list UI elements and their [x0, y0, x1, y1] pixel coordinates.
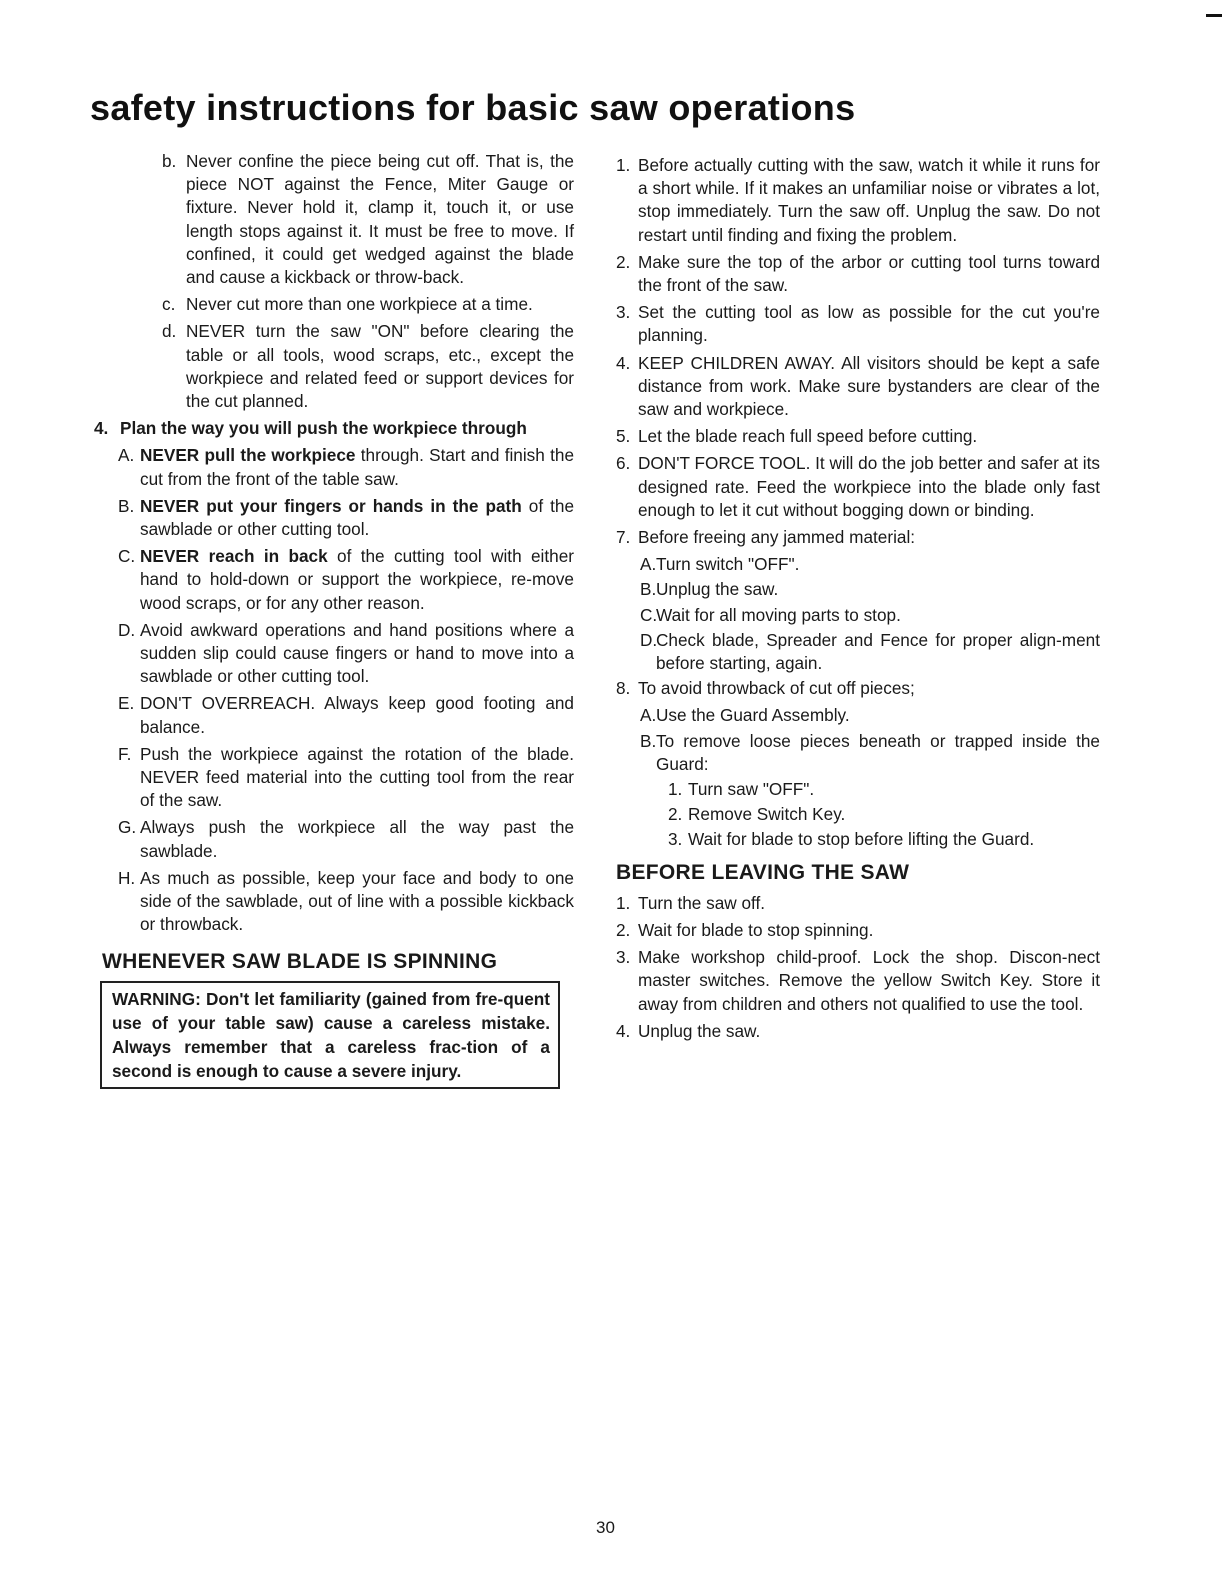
item-text: Make sure the top of the arbor or cutting tool turns toward the front of the saw. [638, 251, 1100, 296]
item-text: Unplug the saw. [656, 579, 779, 600]
item-text: Wait for blade to stop before lifting the Guard. [688, 829, 1035, 850]
list-item [616, 251, 1100, 297]
list-subitem [616, 553, 1100, 576]
item-label: A. [118, 445, 135, 466]
item-label: B. [118, 495, 135, 516]
item-label: A. [640, 554, 657, 575]
item-text [140, 545, 574, 615]
item-text: Before actually cutting with the saw, watch it while it runs for a short while. If it makes an unfamiliar noise or vibrates a lot, stop immediately. Turn the saw off. Unplug the saw. Do not restart until finding and fixing the problem. [638, 155, 1100, 245]
list-item [94, 692, 574, 738]
list-step [616, 803, 1100, 826]
list-item [94, 150, 574, 289]
list-subitem [616, 578, 1100, 601]
list-item [94, 320, 574, 413]
item-text: Set the cutting tool as low as possible for the cut you're planning. [638, 302, 1100, 346]
section-heading-spinning: WHENEVER SAW BLADE IS SPINNING [102, 949, 498, 973]
item-label: c. [162, 294, 176, 315]
item-text: Wait for blade to stop spinning. [638, 919, 874, 940]
item-text: As much as possible, keep your face and body to one side of the sawblade, out of line with a possible kickback or throwback. [140, 867, 574, 935]
list-item [94, 816, 574, 862]
item-bold-text: NEVER pull the workpiece [140, 445, 356, 466]
item-label: B. [640, 579, 657, 600]
item-text: Turn saw "OFF". [688, 779, 815, 800]
list-item [94, 619, 574, 689]
section-heading-leaving: BEFORE LEAVING THE SAW [616, 860, 910, 884]
list-item [94, 867, 574, 937]
list-subitem [616, 704, 1100, 727]
list-item [94, 293, 574, 316]
scan-mark [1206, 14, 1222, 17]
list-item [616, 452, 1100, 522]
item-label: 3. [616, 947, 631, 968]
item-label: 7. [616, 527, 631, 548]
item-text: Plan the way you will push the workpiece through [120, 418, 527, 439]
item-label: C. [118, 546, 136, 567]
item-text: KEEP CHILDREN AWAY. All visitors should be kept a safe distance from work. Make sure bystanders are clear of the saw and workpiece. [638, 352, 1100, 420]
list-item [94, 743, 574, 813]
item-text: Turn the saw off. [638, 892, 766, 913]
item-text: DON'T FORCE TOOL. It will do the job better and safer at its designed rate. Feed the workpiece into the blade only fast enough to let it cut without bogging down or binding. [638, 453, 1100, 520]
list-subitem [616, 730, 1100, 776]
item-label: d. [162, 321, 177, 342]
page-title: safety instructions for basic saw operations [90, 87, 856, 128]
item-label: G. [118, 817, 137, 838]
item-label: 1. [616, 155, 631, 175]
list-item [616, 1020, 1100, 1043]
item-label: 1. [616, 892, 631, 913]
list-item-heading [94, 417, 574, 440]
item-label: 4. [616, 1020, 631, 1041]
list-item [616, 425, 1100, 448]
item-plain-text: through. Start and finish the cut from the front of the table saw. [140, 445, 574, 489]
item-label: 4. [94, 418, 109, 439]
item-label: A. [640, 705, 657, 726]
warning-box: WARNING: Don't let familiarity (gained from fre-quent use of your table saw) cause a careless mistake. Always remember that a careless frac-tion of a second is enough to cause a severe injury. [100, 981, 560, 1089]
item-label: 1. [668, 779, 683, 800]
item-text: To remove loose pieces beneath or trapped inside the Guard: [656, 730, 1100, 774]
item-label: C. [640, 604, 658, 625]
item-text [140, 444, 574, 490]
item-text: Never confine the piece being cut off. That is, the piece NOT against the Fence, Miter Gauge or fixture. Never hold it, clamp it, touch it, or use length stops against it. It must be free to move. If confined, it could get wedged against the blade and cause a kickback or throw-back. [186, 151, 574, 288]
item-bold-text: NEVER put your fingers or hands in the path [140, 495, 522, 516]
right-column [616, 154, 1100, 1047]
item-label: 5. [616, 426, 631, 447]
item-text: To avoid throwback of cut off pieces; [638, 678, 915, 699]
item-label: b. [162, 151, 177, 171]
item-label: 2. [616, 251, 631, 272]
item-label: E. [118, 693, 135, 714]
item-label: D. [640, 629, 658, 650]
list-item [616, 154, 1100, 247]
item-text: Before freeing any jammed material: [638, 527, 916, 548]
list-item [616, 352, 1100, 422]
item-text: Make workshop child-proof. Lock the shop. Discon-nect master switches. Remove the yellow Switch Key. Store it away from children and others not qualified to use the tool. [638, 947, 1100, 1014]
item-text: Let the blade reach full speed before cutting. [638, 426, 978, 447]
list-item [94, 444, 574, 490]
item-text [140, 495, 574, 541]
item-label: 3. [668, 829, 683, 850]
item-text: Always push the workpiece all the way past the sawblade. [140, 817, 574, 861]
list-item [616, 301, 1100, 347]
item-text: Avoid awkward operations and hand positions where a sudden slip could cause fingers or hand to move into a sawblade or other cutting tool. [140, 619, 574, 687]
item-text: Unplug the saw. [638, 1020, 761, 1041]
item-text: Check blade, Spreader and Fence for proper align-ment before starting, again. [656, 629, 1100, 674]
item-text: Never cut more than one workpiece at a time. [186, 294, 533, 315]
item-label: 8. [616, 678, 631, 699]
list-item [94, 495, 574, 541]
page-number: 30 [596, 1518, 615, 1537]
item-plain-text: of the cutting tool with either hand to hold-down or support the workpiece, re-move wood scraps, or for any other reason. [140, 546, 574, 613]
left-column [94, 150, 574, 1089]
item-label: 2. [616, 919, 631, 940]
item-label: 6. [616, 453, 631, 474]
list-step [616, 828, 1100, 851]
item-text: NEVER turn the saw "ON" before clearing the table or all tools, wood scraps, etc., except the workpiece and related feed or support devices for the cut planned. [186, 321, 574, 412]
list-subitem [616, 629, 1100, 675]
item-text: Use the Guard Assembly. [656, 705, 850, 726]
item-text: Remove Switch Key. [688, 804, 846, 825]
item-label: 2. [668, 804, 683, 825]
item-label: F. [118, 743, 132, 764]
item-plain-text: of the sawblade or other cutting tool. [140, 495, 575, 540]
item-bold-text: NEVER reach in back [140, 546, 328, 567]
item-label: H. [118, 867, 136, 888]
item-text: Turn switch "OFF". [656, 554, 800, 575]
item-text: Wait for all moving parts to stop. [656, 604, 901, 625]
item-label: 4. [616, 352, 631, 373]
item-label: B. [640, 730, 657, 751]
list-item [616, 919, 1100, 942]
list-step [616, 778, 1100, 801]
list-item [94, 545, 574, 615]
list-item [616, 526, 1100, 549]
list-item [616, 892, 1100, 915]
list-subitem [616, 604, 1100, 627]
list-item [616, 677, 1100, 700]
list-item [616, 946, 1100, 1016]
item-text: DON'T OVERREACH. Always keep good footing and balance. [140, 693, 574, 737]
item-label: D. [118, 619, 136, 640]
item-label: 3. [616, 302, 631, 323]
item-text: Push the workpiece against the rotation of the blade. NEVER feed material into the cutting tool from the rear of the saw. [140, 743, 574, 811]
